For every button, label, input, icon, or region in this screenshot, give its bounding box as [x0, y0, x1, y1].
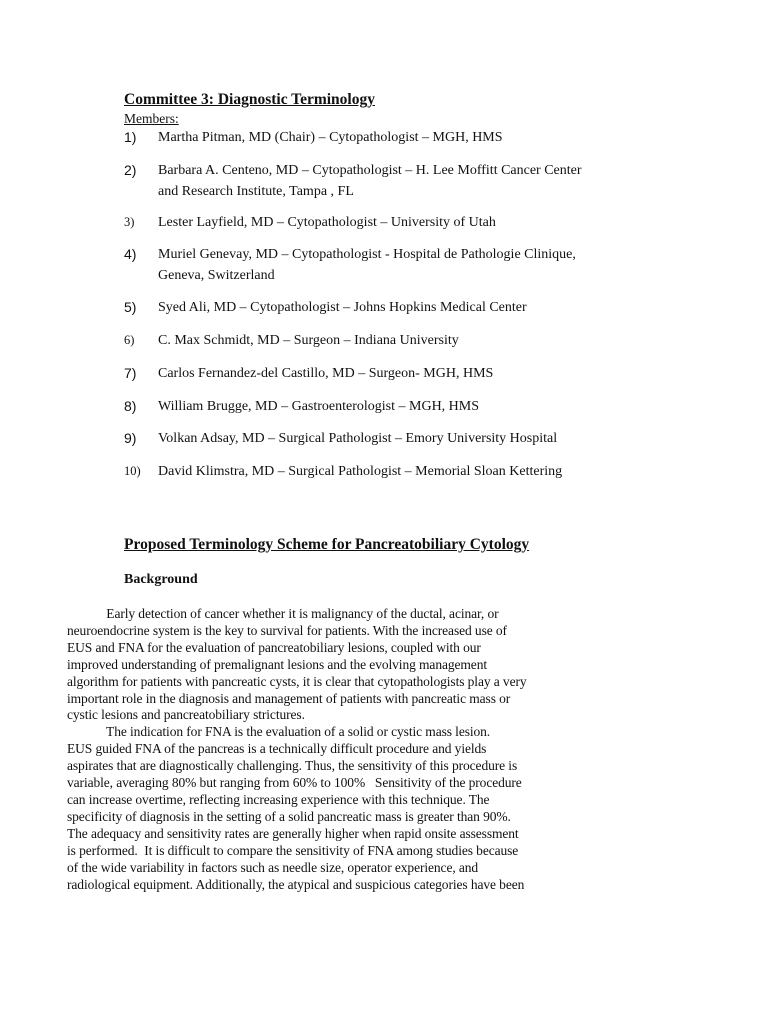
background-heading: Background	[124, 572, 198, 587]
member-number: 2)	[124, 162, 137, 178]
member-item	[124, 330, 644, 351]
text-line: can increase overtime, reflecting increasing experience with this technique. The	[67, 791, 490, 807]
member-text: and Research Institute, Tampa , FL	[158, 184, 354, 199]
text-line: improved understanding of premalignant lesions and the evolving management	[67, 656, 487, 672]
text-line: aspirates that are diagnostically challenging. Thus, the sensitivity of this procedure is	[67, 758, 518, 774]
text-line: The adequacy and sensitivity rates are generally higher when rapid onsite assessment	[67, 825, 519, 841]
member-item	[124, 297, 644, 318]
member-text: Muriel Genevay, MD – Cytopathologist - Hospital de Pathologie Clinique,	[158, 247, 576, 262]
member-number: 1)	[124, 129, 137, 145]
text-line: The indication for FNA is the evaluation of a solid or cystic mass lesion.	[67, 724, 491, 740]
member-number: 3)	[124, 215, 135, 229]
text-line: radiological equipment. Additionally, the atypical and suspicious categories have been	[67, 876, 525, 892]
member-text: Volkan Adsay, MD – Surgical Pathologist – Emory University Hospital	[158, 431, 558, 446]
background-body	[67, 606, 579, 893]
member-item	[124, 396, 644, 417]
member-text: Lester Layfield, MD – Cytopathologist – University of Utah	[158, 215, 496, 230]
member-text: David Klimstra, MD – Surgical Pathologist – Memorial Sloan Kettering	[158, 464, 563, 479]
committee-title: Committee 3: Diagnostic Terminology	[124, 91, 375, 108]
section-title: Proposed Terminology Scheme for Pancreatobiliary Cytology	[124, 536, 530, 553]
text-line: of the wide variability in factors such as needle size, operator experience, and	[67, 859, 479, 875]
member-item	[124, 127, 644, 148]
member-number: 10)	[124, 464, 141, 478]
member-item	[124, 428, 644, 449]
member-text: Geneva, Switzerland	[158, 268, 275, 283]
member-item	[124, 160, 644, 202]
text-line: is performed. It is difficult to compare the sensitivity of FNA among studies because	[67, 842, 519, 858]
member-text: Martha Pitman, MD (Chair) – Cytopathologist – MGH, HMS	[158, 130, 503, 145]
text-line: EUS guided FNA of the pancreas is a technically difficult procedure and yields	[67, 741, 487, 757]
text-line: Early detection of cancer whether it is malignancy of the ductal, acinar, or	[67, 606, 499, 621]
member-text: C. Max Schmidt, MD – Surgeon – Indiana University	[158, 333, 459, 348]
text-line: EUS and FNA for the evaluation of pancreatobiliary lesions, coupled with our	[67, 639, 481, 655]
member-item	[124, 212, 644, 233]
paragraph	[67, 724, 579, 893]
member-number: 9)	[124, 430, 137, 446]
text-line: specificity of diagnosis in the setting of a solid pancreatic mass is greater than 90%.	[67, 808, 511, 824]
member-number: 5)	[124, 299, 137, 315]
text-line: algorithm for patients with pancreatic cysts, it is clear that cytopathologists play a very	[67, 673, 527, 689]
member-text: Barbara A. Centeno, MD – Cytopathologist – H. Lee Moffitt Cancer Center	[158, 163, 582, 178]
paragraph	[67, 606, 579, 724]
member-item	[124, 461, 644, 482]
text-line: important role in the diagnosis and management of patients with pancreatic mass or	[67, 690, 511, 706]
member-text: William Brugge, MD – Gastroenterologist – MGH, HMS	[158, 399, 480, 414]
member-text: Syed Ali, MD – Cytopathologist – Johns Hopkins Medical Center	[158, 300, 527, 315]
member-item	[124, 244, 644, 286]
member-number: 8)	[124, 398, 137, 414]
members-label: Members:	[124, 111, 179, 126]
member-number: 4)	[124, 246, 137, 262]
member-item	[124, 363, 644, 384]
member-number: 7)	[124, 365, 137, 381]
text-line: neuroendocrine system is the key to survival for patients. With the increased use of	[67, 622, 507, 638]
member-text: Carlos Fernandez-del Castillo, MD – Surgeon- MGH, HMS	[158, 366, 494, 381]
text-line: variable, averaging 80% but ranging from 60% to 100% Sensitivity of the procedure	[67, 775, 522, 791]
member-number: 6)	[124, 333, 135, 347]
text-line: cystic lesions and pancreatobiliary strictures.	[67, 707, 305, 723]
